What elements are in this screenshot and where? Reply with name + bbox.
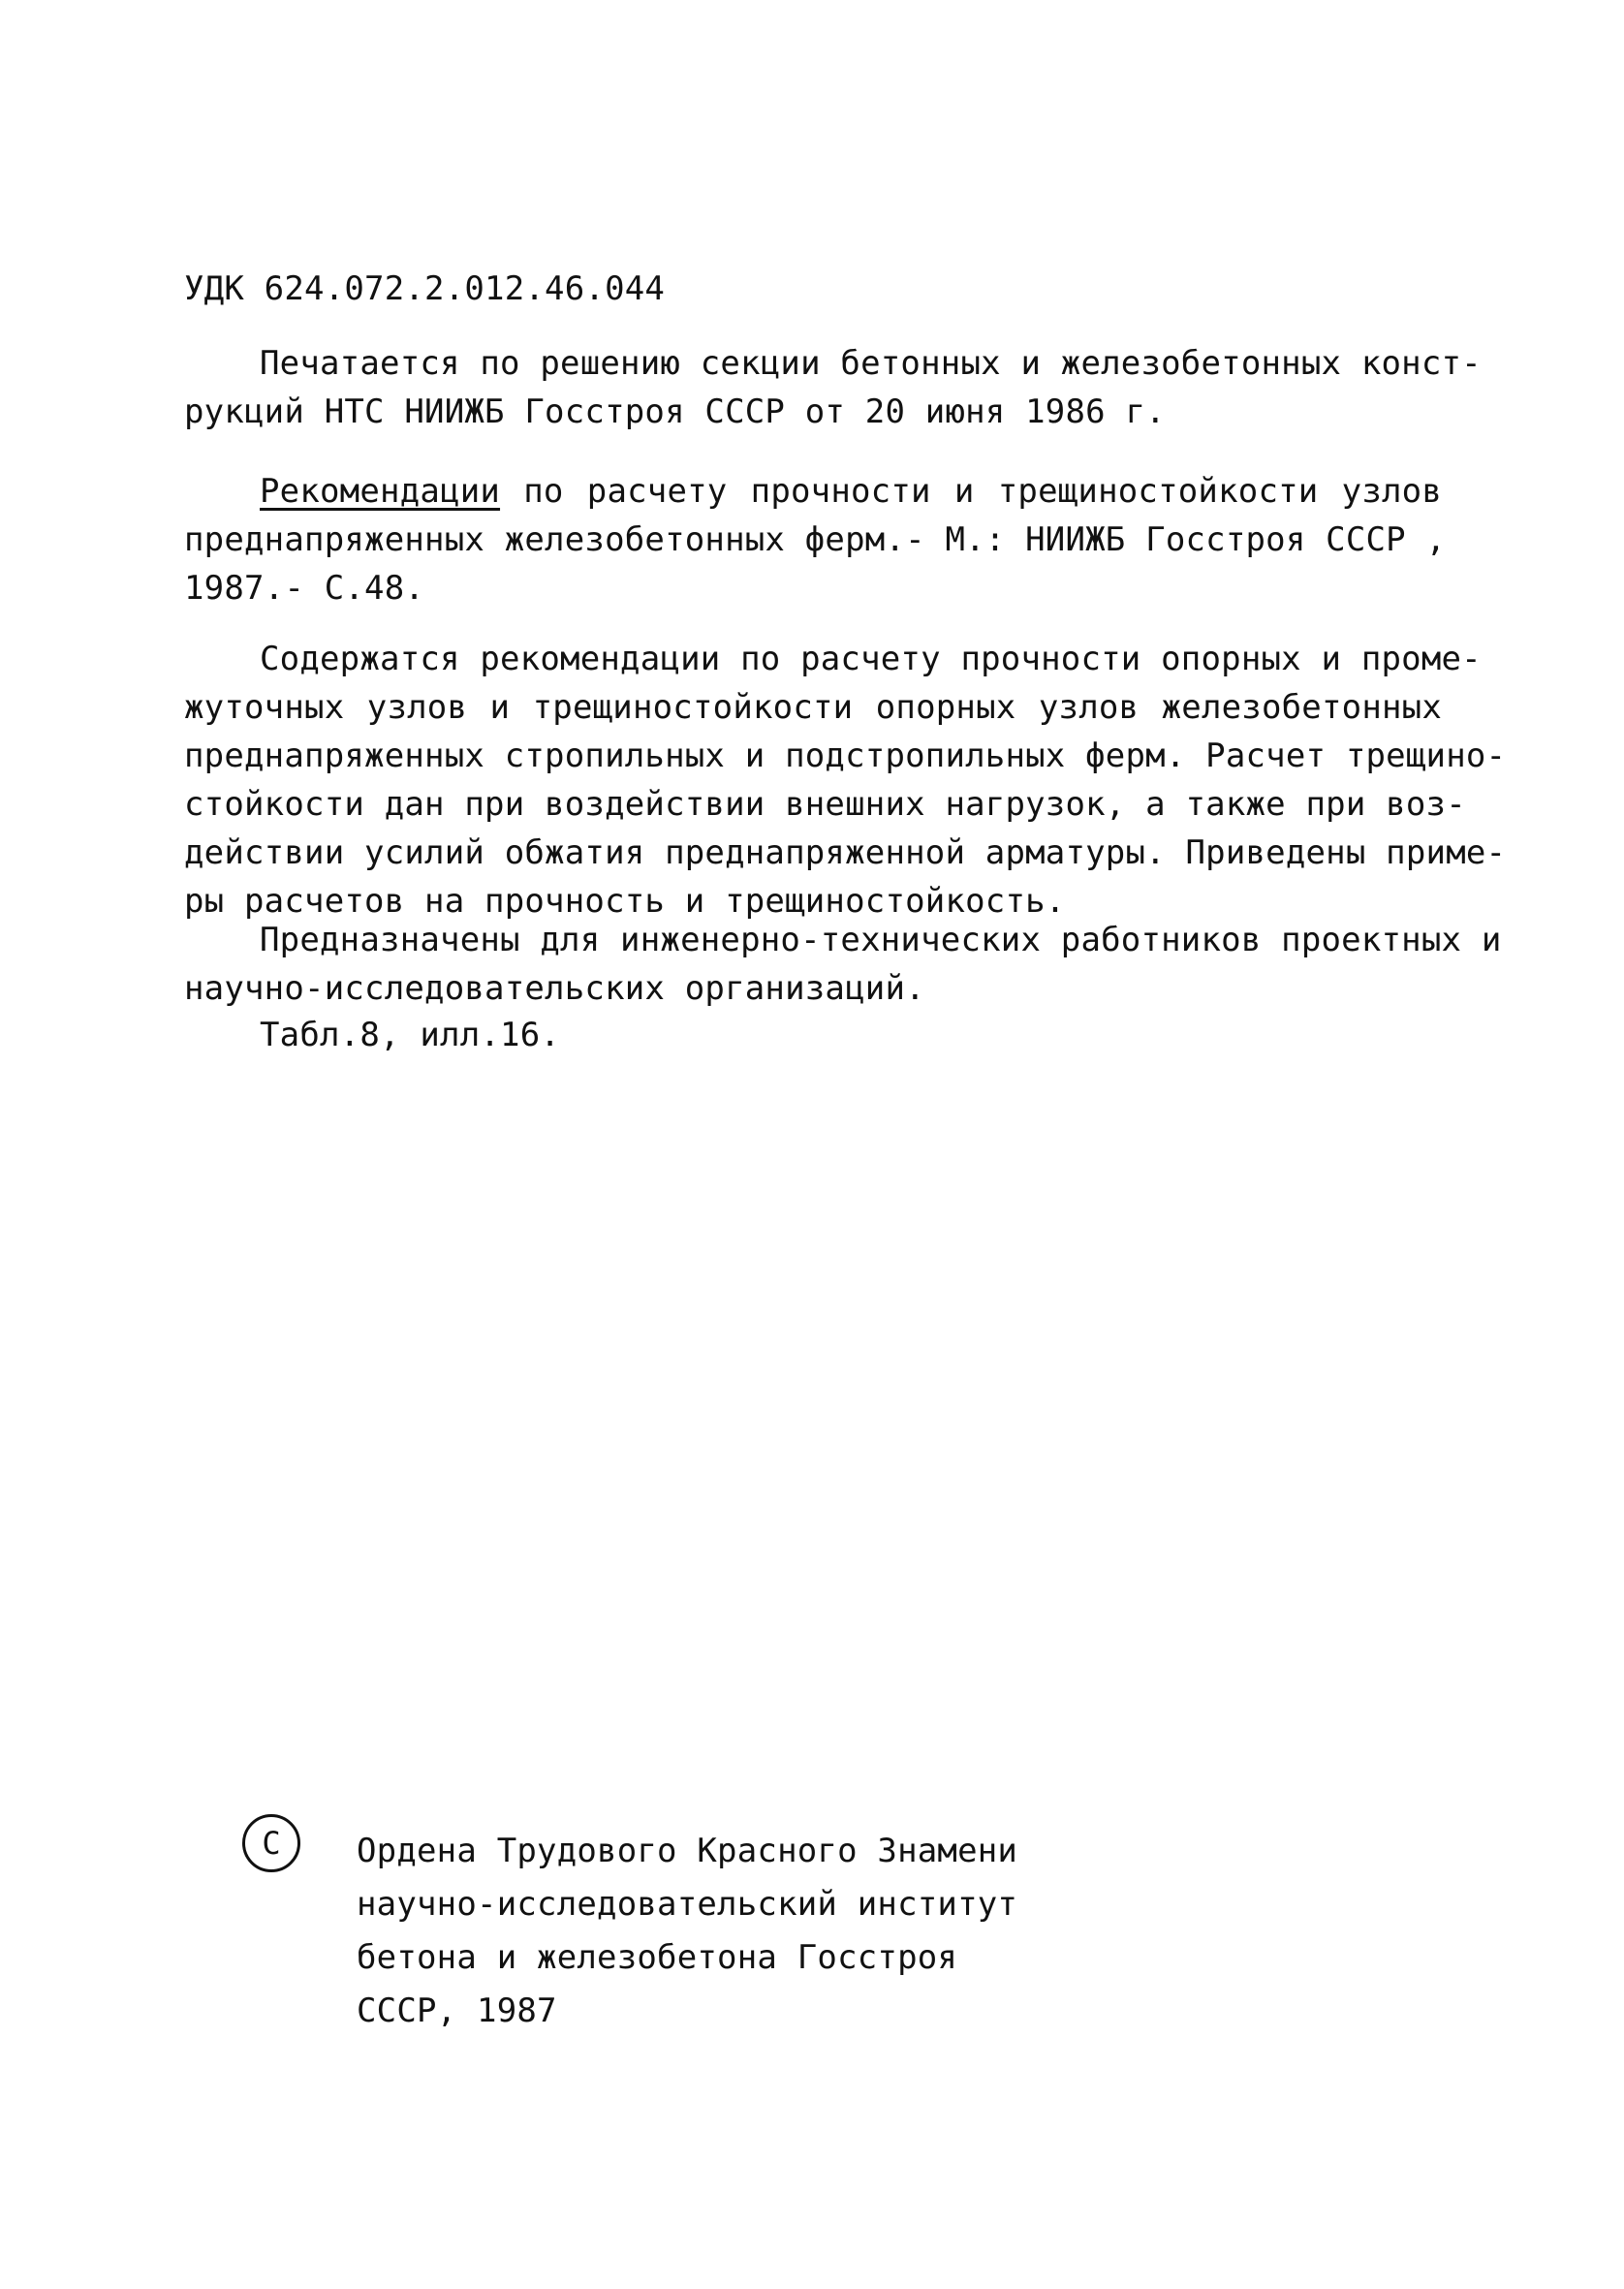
- tables-figures-count: Табл.8, илл.16.: [260, 1016, 561, 1054]
- citation-line-3: 1987.- С.48.: [184, 569, 425, 608]
- abstract-line-4: стойкости дан при воздействии внешних нагрузок, а также при воз-: [184, 785, 1466, 824]
- udk-code: УДК 624.072.2.012.46.044: [184, 269, 666, 308]
- publication-note-line-1: Печатается по решению секции бетонных и железобетонных конст-: [260, 344, 1482, 383]
- copyright-line-1: Ордена Трудового Красного Знамени: [357, 1832, 1018, 1870]
- abstract-line-6: ры расчетов на прочность и трещиностойкость.: [184, 882, 1066, 921]
- publication-note-line-2: рукций НТС НИИЖБ Госстроя СССР от 20 июня 1986 г.: [184, 392, 1166, 431]
- copyright-line-4: СССР, 1987: [357, 1991, 557, 2030]
- copyright-line-2: научно-исследовательский институт: [357, 1885, 1018, 1924]
- audience-line-1: Предназначены для инженерно-технических работников проектных и: [260, 921, 1502, 959]
- citation-line-2: преднапряженных железобетонных ферм.- М.: НИИЖБ Госстроя СССР ,: [184, 520, 1447, 559]
- audience-line-2: научно-исследовательских организаций.: [184, 969, 925, 1008]
- abstract-line-5: действии усилий обжатия преднапряженной арматуры. Приведены приме-: [184, 833, 1507, 872]
- abstract-line-3: преднапряженных стропильных и подстропильных ферм. Расчет трещино-: [184, 737, 1507, 775]
- citation-title-word: Рекомендации: [260, 472, 501, 511]
- citation-line-1: [260, 472, 1442, 511]
- abstract-line-1: Содержатся рекомендации по расчету прочности опорных и проме-: [260, 640, 1482, 678]
- abstract-line-2: жуточных узлов и трещиностойкости опорных узлов железобетонных: [184, 688, 1442, 727]
- copyright-line-3: бетона и железобетона Госстроя: [357, 1938, 958, 1977]
- copyright-icon: С: [242, 1814, 300, 1872]
- citation-line-1-rest: по расчету прочности и трещиностойкости узлов: [500, 472, 1442, 511]
